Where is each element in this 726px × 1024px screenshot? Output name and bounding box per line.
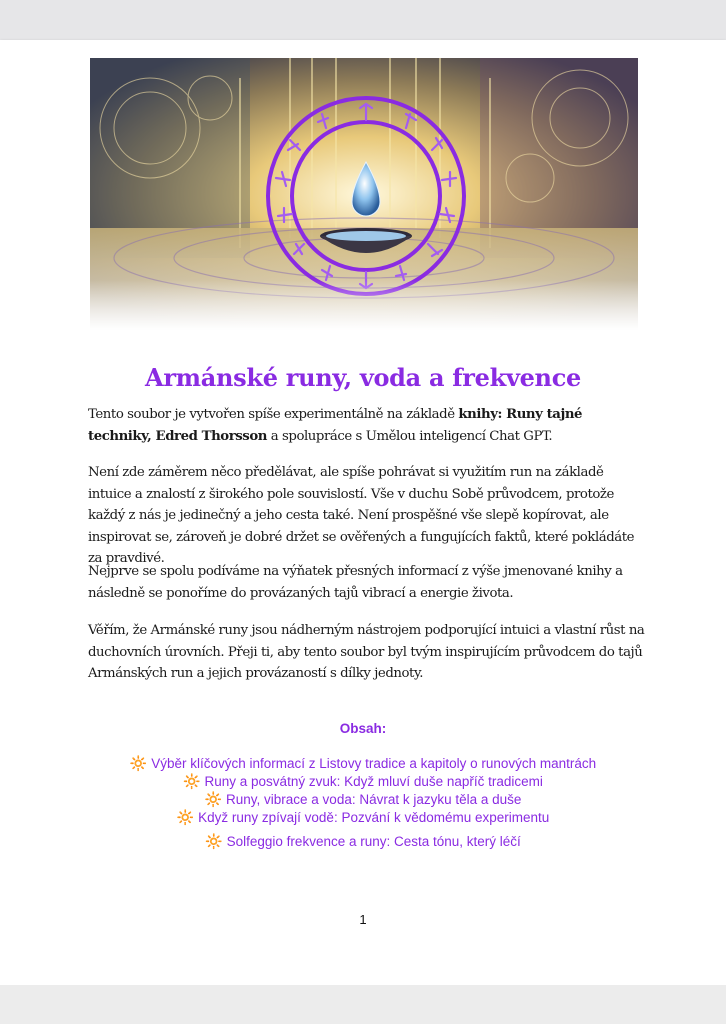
toc-item[interactable] bbox=[0, 754, 726, 772]
paragraph: Nejprve se spolu podíváme na výňatek přesných informací z výše jmenované knihy a následně se ponoříme do provázaných tajů vibrací a energie života. bbox=[88, 564, 623, 601]
sun-icon: 🔆 bbox=[205, 833, 223, 849]
sun-icon: 🔆 bbox=[204, 791, 223, 807]
sun-icon: 🔆 bbox=[176, 809, 195, 825]
document-title: Armánské runy, voda a frekvence bbox=[145, 363, 581, 392]
intro-text-end: a spolupráce s Umělou inteligencí Chat GPT. bbox=[266, 428, 553, 444]
toc-heading: Obsah: bbox=[339, 721, 387, 736]
toc-item-label: Runy a posvátný zvuk: Když mluví duše napříč tradicemi bbox=[204, 774, 543, 789]
intro-text-start: Tento soubor je vytvořen spíše experimentálně na základě bbox=[88, 407, 459, 422]
toc-item-label: Solfeggio frekvence a runy: Cesta tónu, který léčí bbox=[226, 834, 521, 849]
toc-item[interactable] bbox=[0, 790, 726, 808]
paragraph: Není zde záměrem něco předělávat, ale spíše pohrávat si využitím run na základě intuice a znalostí z širokého pole souvislostí. Vše v duchu Sobě průvodcem, protože každý z nás je jedinečný a jeho cesta také. Není prospěšné vše slepě kopírovat, ale inspirovat se, zároveň je dobré držet se ověřených a fungujících faktů, které pokládáte za pravdivé. bbox=[88, 465, 635, 566]
sun-icon: 🔆 bbox=[129, 755, 148, 771]
page-number: 1 bbox=[359, 912, 367, 927]
book-reference: knihy: Runy tajné techniky, Edred Thorsson bbox=[88, 407, 583, 444]
toc-item[interactable] bbox=[0, 772, 726, 790]
toc-item-label: Výběr klíčových informací z Listovy tradice a kapitoly o runových mantrách bbox=[151, 756, 597, 771]
sun-icon: 🔆 bbox=[183, 773, 201, 789]
viewer-top-bar bbox=[0, 0, 726, 40]
toc-item[interactable] bbox=[0, 808, 726, 826]
viewer-bottom-bar bbox=[0, 985, 726, 1024]
rune-water-illustration bbox=[90, 58, 638, 330]
intro-paragraph bbox=[88, 404, 648, 447]
toc-item-label: Runy, vibrace a voda: Návrat k jazyku těla a duše bbox=[226, 792, 522, 807]
toc-item-label: Když runy zpívají vodě: Pozvání k vědomému experimentu bbox=[198, 810, 550, 825]
table-of-contents bbox=[0, 754, 726, 850]
paragraph: Věřím, že Armánské runy jsou nádherným nástrojem podporující intuici a vlastní růst na duchovních úrovních. Přeji ti, aby tento soubor byl tvým inspirujícím průvodcem do tajů Armánských run a jejich provázaností s dílky jednoty. bbox=[88, 623, 645, 681]
hero-illustration bbox=[90, 58, 638, 330]
toc-item[interactable] bbox=[0, 832, 726, 850]
